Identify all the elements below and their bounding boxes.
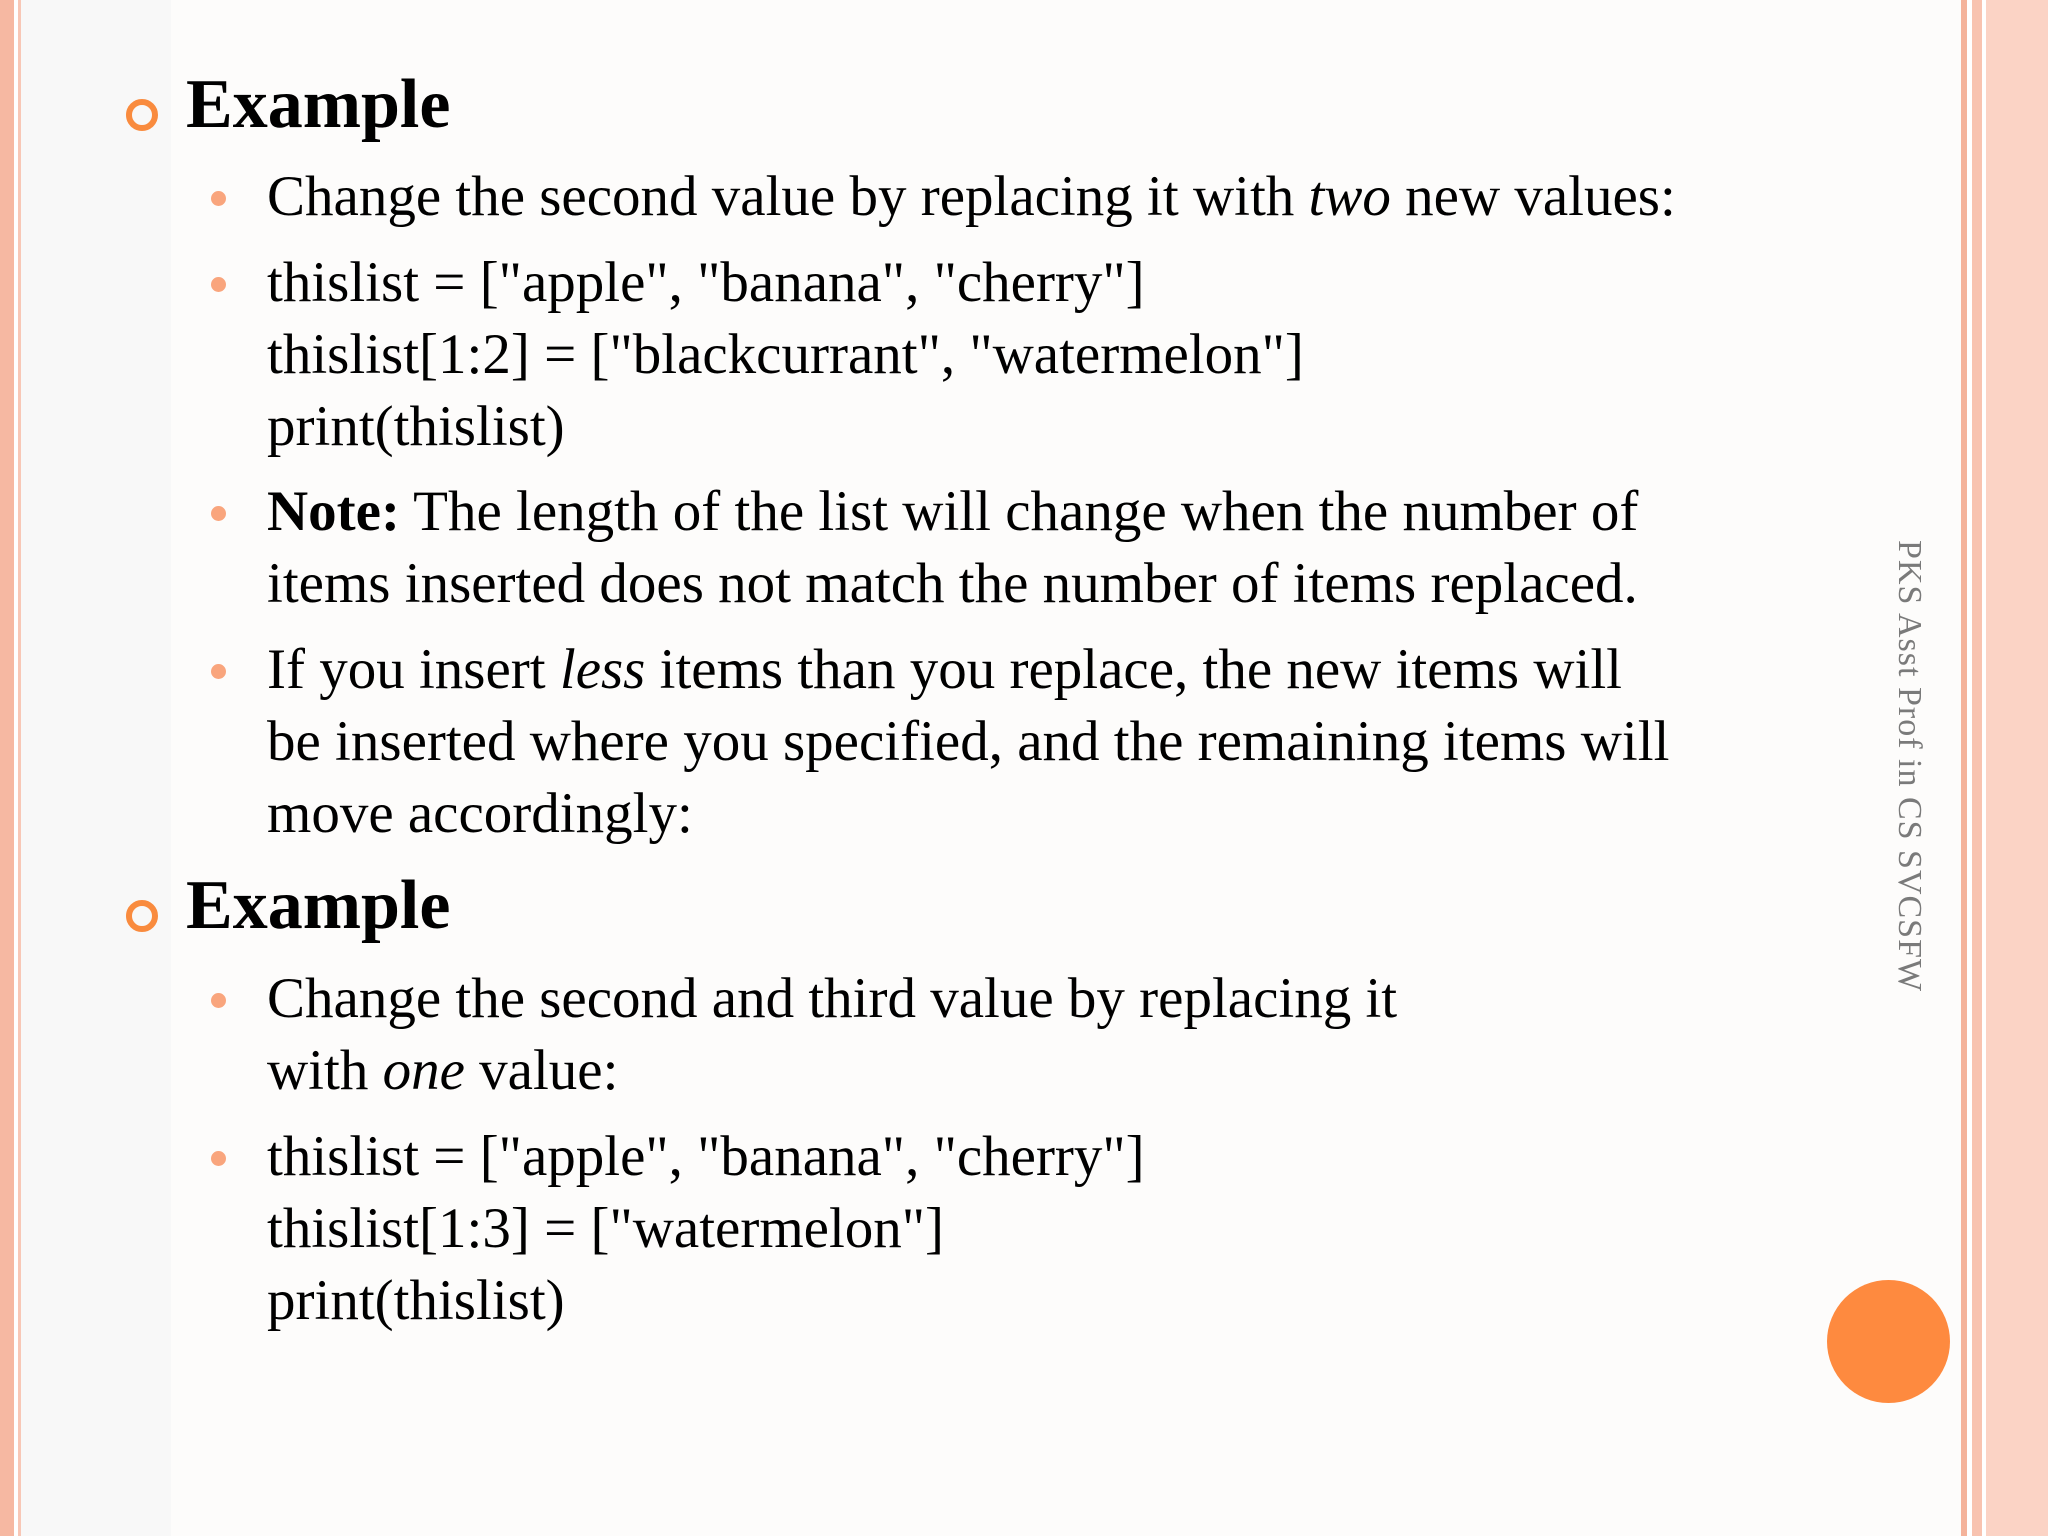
bullet-text-italic: two <box>1308 165 1391 228</box>
section1-bullet1 <box>267 161 1676 233</box>
bullet-text-italic: less <box>559 638 646 701</box>
code-line: print(thislist) <box>267 1269 565 1332</box>
bullet-text: items than you replace, the new items will <box>645 638 1623 701</box>
section-bullet-icon <box>126 900 158 932</box>
bullet-text-italic: one <box>382 1039 465 1102</box>
code-line: thislist = ["apple", "banana", "cherry"] <box>267 1125 1145 1188</box>
bullet-text: Change the second and third value by replacing it <box>267 967 1398 1030</box>
section1-bullet3-note <box>267 476 1638 620</box>
code-line: thislist[1:2] = ["blackcurrant", "watermelon"] <box>267 323 1304 386</box>
code-line: thislist[1:3] = ["watermelon"] <box>267 1197 945 1260</box>
left-border <box>0 0 14 1536</box>
section1-bullet4 <box>267 634 1669 850</box>
bullet-text: value: <box>464 1039 619 1102</box>
bullet-icon <box>211 993 226 1008</box>
bullet-icon <box>211 506 226 521</box>
note-label: Note: <box>267 480 400 543</box>
bullet-icon <box>211 277 226 292</box>
bullet-text: with <box>267 1039 383 1102</box>
code-line: print(thislist) <box>267 395 565 458</box>
section1-heading: Example <box>186 66 451 143</box>
section2-heading: Example <box>186 867 451 944</box>
bullet-text: If you insert <box>267 638 560 701</box>
bullet-text: be inserted where you specified, and the remaining items will <box>267 710 1670 773</box>
bullet-icon <box>211 191 226 206</box>
bullet-text: The length of the list will change when the number of <box>399 480 1639 543</box>
bullet-icon <box>211 1151 226 1166</box>
right-border-outer <box>1986 0 2048 1536</box>
section2-bullet1 <box>267 963 1397 1107</box>
section2-bullet2-code <box>267 1121 1145 1337</box>
bullet-text: Change the second value by replacing it with <box>267 165 1309 228</box>
bullet-icon <box>211 664 226 679</box>
bullet-text: new values: <box>1390 165 1676 228</box>
right-border-inner <box>1972 0 1982 1536</box>
section1-bullet2-code <box>267 247 1304 463</box>
code-line: thislist = ["apple", "banana", "cherry"] <box>267 251 1145 314</box>
slide-left-shade <box>21 0 171 1536</box>
section-bullet-icon <box>126 99 158 131</box>
bullet-text: items inserted does not match the number of items replaced. <box>267 552 1638 615</box>
bullet-text: move accordingly: <box>267 782 693 845</box>
orange-circle-decoration <box>1827 1280 1950 1403</box>
side-footer-text: PKS Asst Prof in CS SVCSFW <box>1891 540 1928 993</box>
